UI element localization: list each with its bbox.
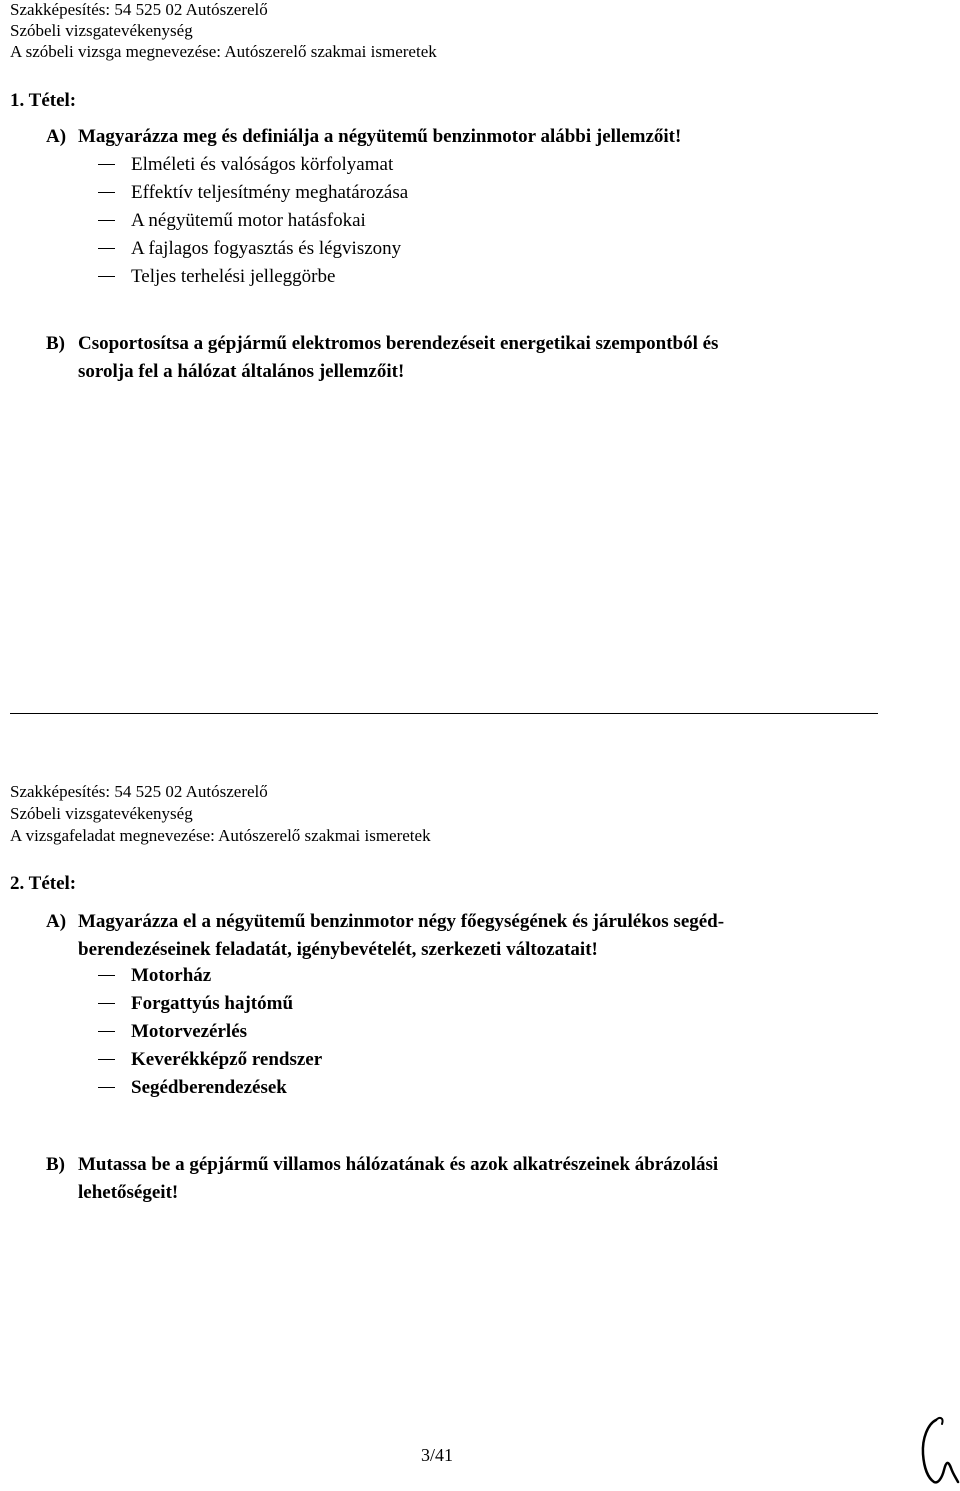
dash-bullet-icon [98,1059,115,1060]
header-activity: Szóbeli vizsgatevékenység [10,804,193,823]
question-text-line1: Csoportosítsa a gépjármű elektromos berendezéseit energetikai szempontból és [78,333,719,354]
dash-bullet-icon [98,1087,115,1088]
list-item: Effektív teljesítmény meghatározása [98,179,408,207]
question-letter: B) [46,1154,65,1175]
dash-bullet-icon [98,164,115,165]
signature-icon [918,1412,960,1487]
dash-bullet-icon [98,1003,115,1004]
question-letter: A) [46,126,67,147]
dash-bullet-icon [98,276,115,277]
dash-bullet-icon [98,975,115,976]
header-exam-name: A szóbeli vizsga megnevezése: Autószerelő szakmai ismeretek [10,42,437,61]
question-text-line2: sorolja fel a hálózat általános jellemzőit! [78,361,405,382]
header-qualification: Szakképesítés: 54 525 02 Autószerelő [10,0,268,19]
question-text-line2: lehetőségeit! [78,1182,179,1203]
header-exam-name: A vizsgafeladat megnevezése: Autószerelő szakmai ismeretek [10,826,431,845]
question-letter: B) [46,333,65,354]
dash-bullet-icon [98,1031,115,1032]
list-item: Keverékképző rendszer [98,1046,322,1074]
dash-bullet-icon [98,192,115,193]
question-text-line1: Mutassa be a gépjármű villamos hálózatának és azok alkatrészeinek ábrázolási [78,1154,719,1175]
dash-bullet-icon [98,248,115,249]
list-item: Teljes terhelési jelleggörbe [98,263,335,291]
question-1b [46,330,876,386]
question-text-line2: berendezéseinek feladatát, igénybevételét, szerkezeti változatait! [78,939,598,960]
header-activity: Szóbeli vizsgatevékenység [10,21,193,40]
list-item: Motorház [98,962,211,990]
separator-line [10,713,878,714]
question-2a [46,908,876,964]
list-item: Segédberendezések [98,1074,287,1102]
page-number: 3/41 [421,1445,454,1465]
question-1a [46,123,876,151]
header-qualification: Szakképesítés: 54 525 02 Autószerelő [10,782,268,801]
item-title-2: 2. Tétel: [10,873,77,894]
list-item: Forgattyús hajtómű [98,990,293,1018]
question-text: Magyarázza meg és definiálja a négyütemű benzinmotor alábbi jellemzőit! [78,126,682,147]
dash-bullet-icon [98,220,115,221]
list-item: A négyütemű motor hatásfokai [98,207,366,235]
list-item: Elméleti és valóságos körfolyamat [98,151,393,179]
list-item: Motorvezérlés [98,1018,247,1046]
item-title-1: 1. Tétel: [10,90,77,111]
question-2b [46,1151,876,1207]
question-text-line1: Magyarázza el a négyütemű benzinmotor négy főegységének és járulékos segéd- [78,911,725,932]
list-item: A fajlagos fogyasztás és légviszony [98,235,401,263]
question-letter: A) [46,911,67,932]
